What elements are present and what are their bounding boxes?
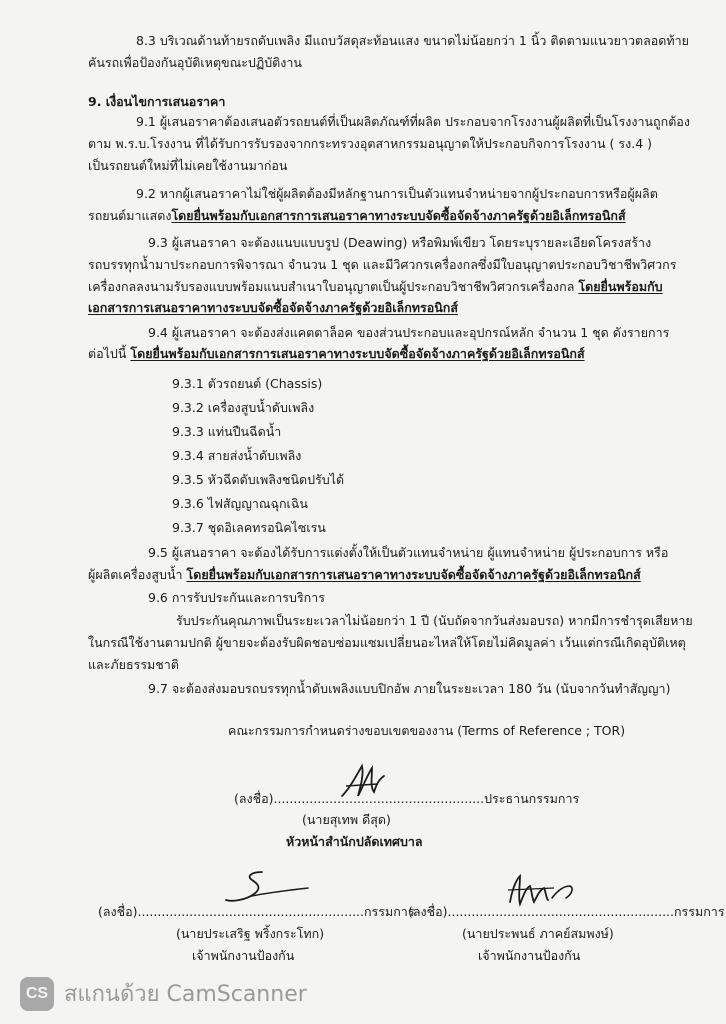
- p9-1-line1: 9.1 ผู้เสนอราคาต้องเสนอตัวรถยนต์ที่เป็นผลิตภัณฑ์ที่ผลิต ประกอบจากโรงงานผู้ผลิตที่เป็นโรงงานถูกต้อง: [136, 114, 690, 129]
- member-right-name: (นายประพนธ์ ภาคย์สมพงษ์): [462, 926, 614, 941]
- chair-sign-line: (ลงชื่อ).....................................................ประธานกรรมการ: [234, 791, 580, 806]
- p9-3-line3-bold: โดยยื่นพร้อมกับ: [578, 279, 663, 294]
- chair-position: หัวหน้าสำนักปลัดเทศบาล: [286, 834, 423, 849]
- p9-2-line2: [88, 207, 626, 224]
- p8-3-line2: คันรถเพื่อป้องกันอุบัติเหตุขณะปฏิบัติงาน: [88, 55, 302, 70]
- p9-5-line2-bold: โดยยื่นพร้อมกับเอกสารการเสนอราคาทางระบบจัดซื้อจัดจ้างภาครัฐด้วยอิเล็กทรอนิกส์: [186, 567, 641, 582]
- p9-5-line1: 9.5 ผู้เสนอราคา จะต้องได้รับการแต่งตั้งให้เป็นตัวแทนจำหน่าย ผู้แทนจำหน่าย ผู้ประกอบการ หรือ: [148, 545, 669, 560]
- p9-4-line2-bold: โดยยื่นพร้อมกับเอกสารการเสนอราคาทางระบบจัดซื้อจัดจ้างภาครัฐด้วยอิเล็กทรอนิกส์: [130, 346, 585, 361]
- member-left-name: (นายประเสริฐ พริ้งกระโทก): [176, 926, 325, 941]
- p9-3-line2: รถบรรทุกน้ำมาประกอบการพิจารณา จำนวน 1 ชุด และมีวิศวกรเครื่องกลซึ่งมีใบอนุญาตประกอบวิชาชีพวิศวกร: [88, 257, 677, 272]
- camscanner-watermark: [20, 976, 307, 1011]
- p9-3-line1: 9.3 ผู้เสนอราคา จะต้องแนบแบบรูป (Deawing) หรือพิมพ์เขียว โดยระบุรายละเอียดโครงสร้าง: [148, 235, 652, 250]
- member-right-sign-line: (ลงชื่อ).........................................................กรรมการ: [408, 904, 725, 919]
- member-right-position: เจ้าพนักงานป้องกัน: [478, 948, 581, 963]
- list-item: 9.3.7 ชุดอิเลคทรอนิคไซเรน: [172, 520, 326, 535]
- p9-7: 9.7 จะต้องส่งมอบรถบรรทุกน้ำดับเพลิงแบบปิกอัพ ภายในระยะเวลา 180 วัน (นับจากวันทำสัญญา): [148, 681, 671, 696]
- list-item: 9.3.1 ตัวรถยนต์ (Chassis): [172, 376, 323, 391]
- p9-1-line2: ตาม พ.ร.บ.โรงงาน ที่ได้รับการรับรองจากกระทรวงอุตสาหกรรมอนุญาตให้ประกอบกิจการโรงงาน ( รง.4 ): [88, 136, 652, 151]
- p9-3-line4: เอกสารการเสนอราคาทางระบบจัดซื้อจัดจ้างภาครัฐด้วยอิเล็กทรอนิกส์: [88, 300, 458, 315]
- list-item: 9.3.5 หัวฉีดดับเพลิงชนิดปรับได้: [172, 472, 345, 487]
- p8-3-line1: 8.3 บริเวณด้านท้ายรถดับเพลิง มีแถบวัสดุสะท้อนแสง ขนาดไม่น้อยกว่า 1 นิ้ว ติดตามแนวยาวตลอดท้าย: [136, 33, 689, 48]
- member-left-sign-line: (ลงชื่อ).........................................................กรรมการ: [98, 904, 415, 919]
- p9-1-line3: เป็นรถยนต์ใหม่ที่ไม่เคยใช้งานมาก่อน: [88, 158, 288, 173]
- p9-5-line2-plain: ผู้ผลิตเครื่องสูบน้ำ: [88, 567, 183, 582]
- section-9-title: 9. เงื่อนไขการเสนอราคา: [88, 94, 226, 109]
- p9-4-line2-plain: ต่อไปนี้: [88, 346, 127, 361]
- list-item: 9.3.4 สายส่งน้ำดับเพลิง: [172, 448, 302, 463]
- p9-2-line2-bold: โดยยื่นพร้อมกับเอกสารการเสนอราคาทางระบบจัดซื้อจัดจ้างภาครัฐด้วยอิเล็กทรอนิกส์: [171, 208, 626, 223]
- p9-2-line2-plain: รถยนต์มาแสดง: [88, 208, 172, 223]
- p9-6-line3: ในกรณีใช้งานตามปกติ ผู้ขายจะต้องรับผิดชอบซ่อมแซมเปลี่ยนอะไหล่ให้โดยไม่คิดมูลค่า เว้นแต่กรณีเกิดอุบัติเหตุ: [88, 635, 686, 650]
- p9-6-line1: 9.6 การรับประกันและการบริการ: [148, 590, 325, 605]
- camscanner-logo-icon: CS: [20, 977, 54, 1011]
- member-left-signature: [222, 866, 312, 906]
- p9-3-line3-plain: เครื่องกลลงนามรับรองแบบพร้อมแนบสำเนาใบอนุญาตเป็นผู้ประกอบวิชาชีพวิศวกรเครื่องกล: [88, 279, 575, 294]
- p9-6-line2: รับประกันคุณภาพเป็นระยะเวลาไม่น้อยกว่า 1 ปี (นับถัดจากวันส่งมอบรถ) หากมีการชำรุดเสียหาย: [176, 613, 693, 628]
- list-item: 9.3.3 แท่นปืนฉีดน้ำ: [172, 424, 282, 439]
- p9-4-line1: 9.4 ผู้เสนอราคา จะต้องส่งแคตตาล็อค ของส่วนประกอบและอุปกรณ์หลัก จำนวน 1 ชุด ดังรายการ: [148, 325, 670, 340]
- p9-4-line2: [88, 345, 585, 362]
- list-item: 9.3.2 เครื่องสูบน้ำดับเพลิง: [172, 400, 315, 415]
- committee-heading: คณะกรรมการกำหนดร่างขอบเขตของงาน (Terms of Reference ; TOR): [228, 723, 626, 738]
- list-item: 9.3.6 ไฟสัญญาณฉุกเฉิน: [172, 496, 308, 511]
- camscanner-text: สแกนด้วย CamScanner: [64, 982, 307, 1007]
- p9-2-line1: 9.2 หากผู้เสนอราคาไม่ใช่ผู้ผลิตต้องมีหลักฐานการเป็นตัวแทนจำหน่ายจากผู้ประกอบการหรือผู้ผลิต: [136, 186, 658, 201]
- p9-5-line2: [88, 566, 641, 583]
- member-left-position: เจ้าพนักงานป้องกัน: [192, 948, 295, 963]
- chair-name: (นายสุเทพ ดีสุด): [302, 812, 391, 827]
- p9-6-line4: และภัยธรรมชาติ: [88, 657, 179, 672]
- p9-3-line3: [88, 278, 663, 295]
